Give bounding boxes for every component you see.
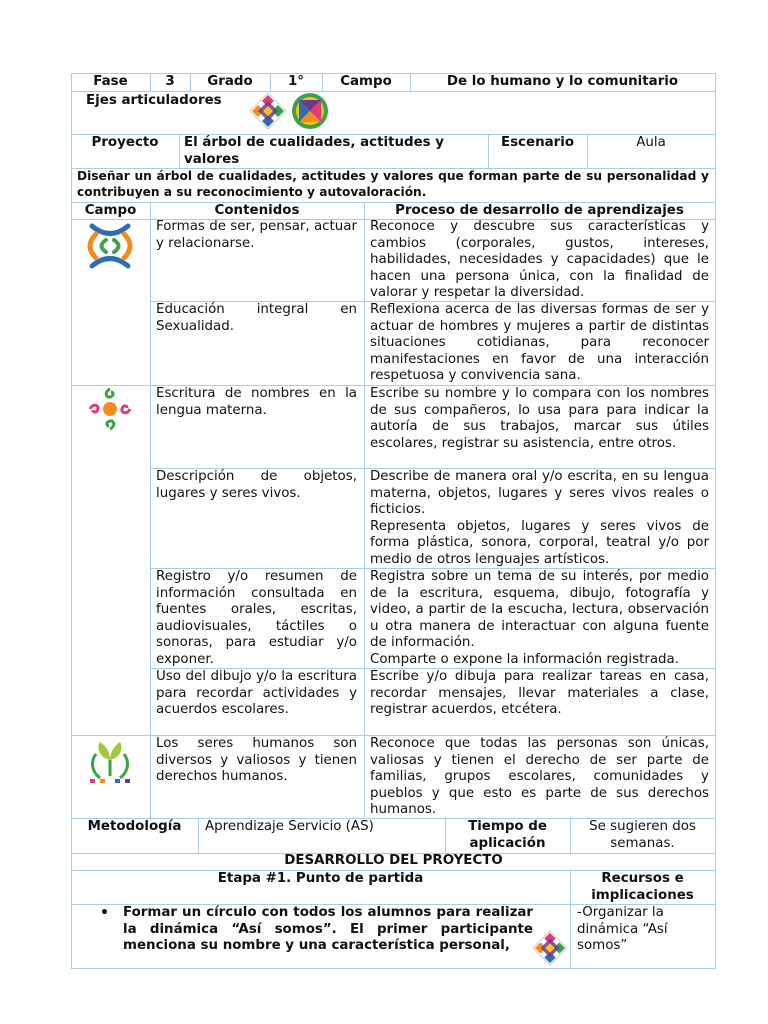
- campo-dna-icon: [86, 222, 134, 270]
- proceso-4-a: Describe de manera oral y/o escrita, en su lengua materna, objetos, lugares y seres vivos reales o ficticios.: [370, 469, 709, 518]
- contenido-2: Educación integral en Sexualidad.: [156, 302, 357, 334]
- proceso-5: [370, 569, 709, 669]
- ejes-diamond-icon: [249, 92, 287, 130]
- metodologia-value: Aprendizaje Servicio (AS): [205, 819, 374, 834]
- etapa-title: Etapa #1. Punto de partida: [217, 871, 424, 886]
- ejes-circle-x-icon: [291, 92, 329, 130]
- proceso-6: Escribe y/o dibuja para realizar tareas en casa, recordar mensajes, llevar materiales a clase, registrar acuerdos, etcétera.: [370, 669, 709, 718]
- recurso-text: -Organizar la dinámica “Así somos”: [577, 905, 668, 954]
- proceso-4-b: Representa objetos, lugares y seres vivos de forma plástica, sonora, corporal, teatral y/o por medio de otros lenguajes artísticos.: [370, 518, 709, 567]
- proceso-7: Reconoce que todas las personas son únicas, valiosas y tienen el derecho de ser parte de familias, grupos escolares, comunidades y pueblos y que esto es parte de sus derechos humanos.: [370, 736, 709, 818]
- proyecto-value: El árbol de cualidades, actitudes y valores: [184, 135, 445, 167]
- proceso-3: Escribe su nombre y lo compara con los nombres de sus compañeros, lo usa para para indicar la autoría de sus trabajos, marcar sus útiles escolares, registrar su asistencia, entre otros.: [370, 386, 709, 451]
- proceso-4: [370, 469, 709, 569]
- fase-value: 3: [165, 74, 175, 89]
- campo-value: De lo humano y lo comunitario: [446, 74, 679, 89]
- fase-label: Fase: [93, 74, 128, 89]
- proceso-5-b: Comparte o expone la información registrada.: [370, 651, 679, 667]
- col-proceso-header: Proceso de desarrollo de aprendizajes: [395, 203, 684, 218]
- contenido-4: Descripción de objetos, lugares y seres vivos.: [156, 469, 357, 501]
- contenido-7: Los seres humanos son diversos y valiosos y tienen derechos humanos.: [156, 736, 357, 785]
- contenido-3: Escritura de nombres en la lengua materna.: [156, 386, 357, 418]
- proceso-1: Reconoce y descubre sus características y cambios (corporales, gustos, intereses, habilidades, necesidades y capacidades) que le hacen una persona única, con la finalidad de valorar y respetar la diversidad.: [370, 219, 709, 301]
- escenario-value: Aula: [636, 135, 666, 150]
- campo-label: Campo: [340, 74, 392, 89]
- contenido-1: Formas de ser, pensar, actuar y relacionarse.: [156, 219, 357, 251]
- proceso-2: Reflexiona acerca de las diversas formas de ser y actuar de hombres y mujeres a partir de distintas situaciones cotidianas, para reconocer manifestaciones en favor de una interacción respetuosa y convivencia sana.: [370, 302, 709, 384]
- ejes-label: Ejes articuladores: [86, 93, 222, 108]
- escenario-label: Escenario: [500, 135, 575, 150]
- bullet-dot: •: [100, 905, 109, 921]
- diamond-small-icon: [532, 930, 568, 966]
- campo-flower-icon: [87, 386, 133, 432]
- metodologia-label: Metodología: [87, 819, 182, 834]
- recursos-label: Recursos e implicaciones: [591, 871, 694, 903]
- objective-text: Diseñar un árbol de cualidades, actitudes y valores que forman parte de su personalidad y contribuyen a su reconocimiento y autovaloración.: [77, 169, 709, 199]
- contenido-6: Uso del dibujo y/o la escritura para recordar actividades y acuerdos escolares.: [156, 669, 357, 718]
- contenido-5: Registro y/o resumen de información consultada en fuentes orales, escritas, audiovisuales, táctiles o sonoras, para estudiar y/o exponer.: [156, 569, 357, 667]
- proyecto-label: Proyecto: [91, 135, 159, 150]
- col-campo-header: Campo: [84, 203, 137, 218]
- tiempo-label: Tiempo de aplicación: [468, 819, 547, 851]
- desarrollo-title: DESARROLLO DEL PROYECTO: [284, 853, 503, 868]
- tiempo-value: Se sugieren dos semanas.: [589, 819, 696, 851]
- col-contenidos-header: Contenidos: [214, 203, 300, 218]
- grado-value: 1°: [287, 74, 304, 89]
- proceso-5-a: Registra sobre un tema de su interés, por medio de la escritura, esquema, dibujo, fotografía y video, a partir de la escucha, lectura, observación u otra manera de interactuar con alguna fuente de información.: [370, 569, 709, 651]
- etapa-bullet-text: Formar un círculo con todos los alumnos para realizar la dinámica “Así somos”. El primer participante menciona su nombre y una característica personal,: [123, 905, 533, 954]
- grado-label: Grado: [207, 74, 253, 89]
- campo-sprout-icon: [86, 738, 134, 784]
